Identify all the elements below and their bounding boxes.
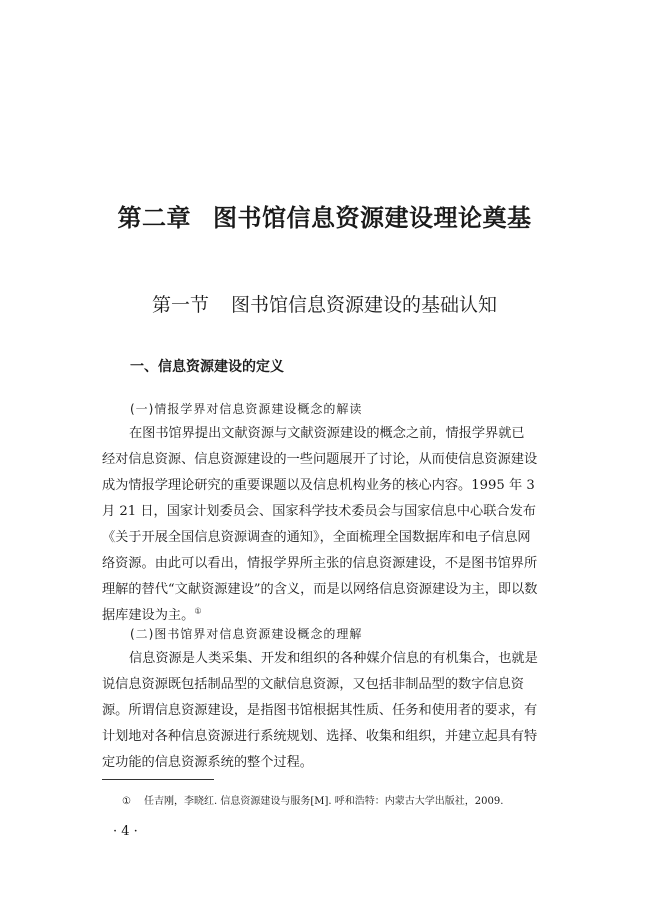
subsubsection-heading-2: (二)图书馆界对信息资源建设概念的理解 — [130, 627, 363, 641]
paragraph-line: 络资源。由此可以看出，情报学界所主张的信息资源建设，不是图书馆界所 — [102, 556, 538, 571]
section-number: 第一节 — [151, 294, 209, 316]
section-title-text: 图书馆信息资源建设的基础认知 — [231, 294, 498, 316]
footnote-reference[interactable]: ① — [194, 606, 202, 616]
paragraph-line: 《关于开展全国信息资源调查的通知》，全面梳理全国数据库和电子信息网 — [102, 530, 531, 545]
paragraph-line: 在图书馆界提出文献资源与文献资源建设的概念之前，情报学界就已 — [129, 426, 525, 441]
chapter-number: 第二章 — [117, 203, 191, 232]
paragraph-line: 理解的替代“文献资源建设”的含义，而是以网络信息资源建设为主，即以数 — [102, 582, 538, 597]
subsubsection-heading-1: (一)情报学界对信息资源建设概念的解读 — [130, 402, 363, 416]
paragraph-line: 成为情报学理论研究的重要课题以及信息机构业务的核心内容。1995 年 3 — [102, 478, 535, 493]
chapter-title — [0, 198, 649, 233]
chapter-title-text: 图书馆信息资源建设理论奠基 — [213, 203, 532, 232]
paragraph-1 — [102, 421, 552, 629]
footnote-divider — [102, 779, 214, 780]
paragraph-2 — [102, 646, 552, 776]
paragraph-line: 计划地对各种信息资源进行系统规划、选择、收集和组织，并建立起具有特 — [102, 729, 538, 744]
paragraph-line: 经对信息资源、信息资源建设的一些问题展开了讨论，从而使信息资源建设 — [102, 452, 538, 467]
section-title — [0, 290, 649, 317]
page-number: · 4 · — [113, 824, 138, 839]
footnote — [122, 792, 503, 807]
footnote-text: 任吉刚，李晓红. 信息资源建设与服务[M]. 呼和浩特：内蒙古大学出版社，2009. — [144, 796, 504, 807]
paragraph-line-text: 据库建设为主。 — [102, 608, 195, 623]
paragraph-line: 定功能的信息资源系统的整个过程。 — [102, 755, 313, 770]
paragraph-line: 信息资源是人类采集、开发和组织的各种媒介信息的有机集合，也就是 — [129, 651, 538, 666]
footnote-mark: ① — [122, 796, 131, 807]
subsection-heading: 一、信息资源建设的定义 — [130, 359, 284, 375]
paragraph-line: 源。所谓信息资源建设，是指图书馆根据其性质、任务和使用者的要求，有 — [102, 703, 538, 718]
paragraph-line: 月 21 日，国家计划委员会、国家科学技术委员会与国家信息中心联合发布 — [102, 504, 536, 519]
paragraph-line: 说信息资源既包括制品型的文献信息资源，又包括非制品型的数字信息资 — [102, 677, 524, 692]
